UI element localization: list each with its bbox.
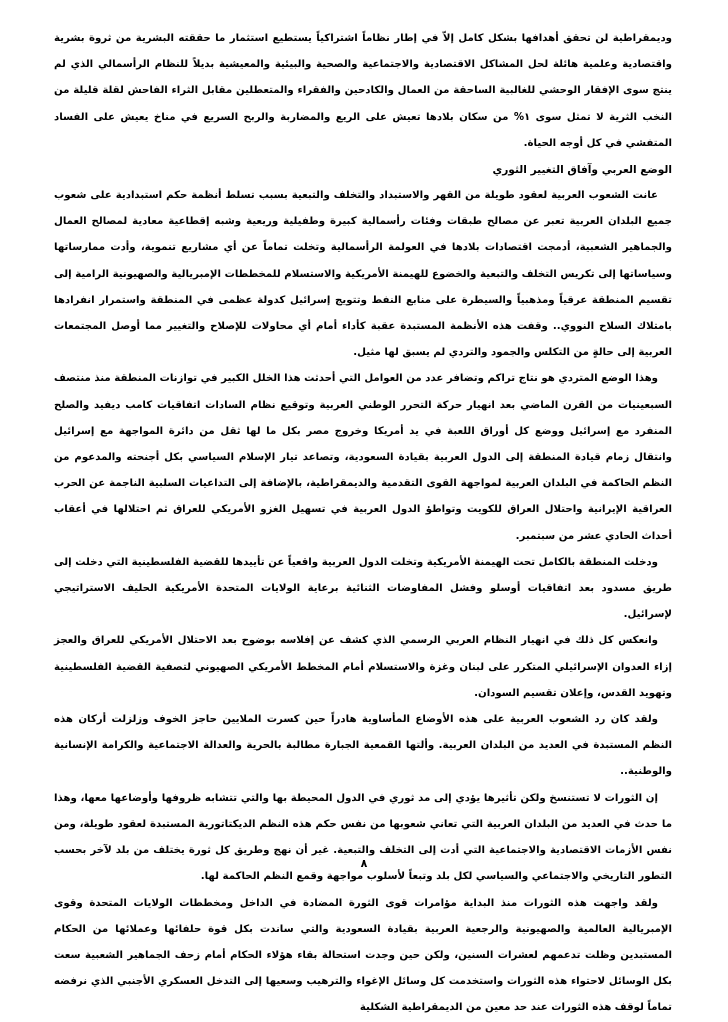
body-paragraph-3: ودخلت المنطقة بالكامل تحت الهيمنة الأمريكية وتخلت الدول العربية واقعياً عن تأييدها للقضية الفلسطينية التي دخلت إلى طريق مسدود بعد اتفاقيات أوسلو وفشل المفاوضات الثنائية برعاية الولايات المتحدة الأمريكية الحليف الاستراتيجي لإسرائيل. bbox=[54, 556, 672, 621]
body-paragraph-2: وهذا الوضع المتردي هو نتاج تراكم وتضافر عدد من العوامل التي أحدثت هذا الخلل الكبير في توازنات المنطقة منذ منتصف السبعينيات من القرن الماضي بعد انهيار حركة التحرر الوطني العربية وتوقيع نظام السادات اتفاقيات كامب ديفيد والصلح المنفرد مع إسرائيل ووضع كل أوراق اللعبة في يد أمريكا وخروج مصر بكل ما لها ثقل من دائرة المواجهة مع إسرائيل وانتقال زمام قيادة المنطقة إلى الدول العربية بقيادة السعودية، وتصاعد تيار الإسلام السياسي بكل أجنحته والمدعوم من النظم الحاكمة في البلدان العربية لمواجهة القوى التقدمية والديمقراطية، بالإضافة إلى التداعيات السلبية الناجمة عن الحرب العراقية الإيرانية واحتلال العراق للكويت وتواطؤ الدول العربية في تسهيل الغزو الأمريكي للعراق ثم احتلالها في أعقاب أحداث الحادي عشر من سبتمبر. bbox=[54, 373, 672, 542]
body-paragraph-6: إن الثورات لا تستنسخ ولكن تأثيرها يؤدي إلى مد ثوري في الدول المحيطة بها والتي تتشابه ظروفها وأوضاعها معها، وهذا ما حدث في العديد من البلدان العربية التي تعاني شعوبها من نفس حكم هذه النظم الديكتاتورية المستبدة لعقود طويلة، ومن نفس الأزمات الاقتصادية والاجتماعية التي أدت إلى التخلف والتبعية. غير أن نهج وطريق كل ثورة يختلف من بلد لآخر بحسب التطور التاريخي والاجتماعي والسياسي لكل بلد وتبعاً لأسلوب مواجهة وقمع النظم الحاكمة لها. bbox=[54, 792, 672, 883]
section-heading: الوضع العربي وآفاق التغيير الثوري bbox=[492, 164, 672, 177]
body-paragraph-7: ولقد واجهت هذه الثورات منذ البداية مؤامرات قوى الثورة المضادة في الداخل ومخططات الولايات المتحدة وقوى الإمبريالية العالمية والصهيونية والرجعية العربية بقيادة السعودية والتي ساندت بكل قوة حلفائها وعملائها من الحكام المستبدين وظلت تدعمهم لعشرات السنين، ولكن حين وجدت استحالة بقاء هؤلاء الحكام أمام زحف الجماهير الشعبية سعت بكل الوسائل لاحتواء هذه الثورات واستخدمت كل وسائل الإغواء والترهيب وسعيها إلى التدخل العسكري الأجنبي الذي نرفضه تماماً لوقف هذه الثورات عند حد معين من الديمقراطية الشكلية bbox=[54, 897, 672, 1014]
body-paragraph-5: ولقد كان رد الشعوب العربية على هذه الأوضاع المأساوية هادراً حين كسرت الملايين حاجز الخوف وزلزلت أركان هذه النظم المستبدة في العديد من البلدان العربية. وألتها القمعية الجبارة مطالبة بالحرية والعدالة الاجتماعية والكرامة الإنسانية والوطنية.. bbox=[54, 714, 672, 778]
body-paragraph-1: عانت الشعوب العربية لعقود طويلة من القهر والاستبداد والتخلف والتبعية بسبب تسلط أنظمة حكم استبدادية على شعوب جميع البلدان العربية تعبر عن مصالح طبقات وفئات رأسمالية كبيرة وطفيلية وريعية وشبه إقطاعية معادية لمصالح العمال والجماهير الشعبية، أدمجت اقتصادات بلادها في العولمة الرأسمالية وتخلت تماماً عن أي مشاريع تنموية، وأدت ممارساتها وسياساتها إلى تكريس التخلف والتبعية والخضوع للهيمنة الأمريكية والاستسلام للمخططات الإمبريالية والصهيونية الرامية إلى تقسيم المنطقة عرقياً ومذهبياً والسيطرة على منابع النفط وتتويج إسرائيل كدولة عظمى في المنطقة واستمرار انفرادها بامتلاك السلاح النووي.. وقفت هذه الأنظمة المستبدة عقبة كأداء أمام أي محاولات للإصلاح والتغيير مما أوصل المجتمعات العربية إلى حالةٍ من التكلس والجمود والتردي لم يسبق لها مثيل. bbox=[54, 190, 672, 359]
body-paragraph-4: وانعكس كل ذلك في انهيار النظام العربي الرسمي الذي كشف عن إفلاسه بوضوح بعد الاحتلال الأمريكي للعراق والعجز إزاء العدوان الإسرائيلي المتكرر على لبنان وغزة والاستسلام أمام المخطط الأمريكي الصهيوني لتصفية القضية الفلسطينية وتهويد القدس، وإعلان تقسيم السودان. bbox=[54, 635, 672, 699]
intro-paragraph: وديمقراطية لن تحقق أهدافها بشكل كامل إلاّ في إطار نظاماً اشتراكياً يستطيع استثمار ما حققته البشرية من ثروة بشرية واقتصادية وعلمية هائلة لحل المشاكل الاقتصادية والاجتماعية والصحية والبيئية والمعيشية بديلاً للنظام الرأسمالي الذي لم ينتج سوى الإفقار الوحشي للغالبية الساحقة من العمال والكادحين والفقراء والمتعطلين مقابل الثراء الفاحش لقلة قليلة من النخب الثرية لا تمثل سوى ١% من سكان بلادها تعيش على الريع والمضاربة والربح السريع في مناخ يعيش على الفساد المتفشي في كل أوجه الحياة. bbox=[54, 33, 672, 149]
page-number: ٨ bbox=[360, 857, 368, 870]
